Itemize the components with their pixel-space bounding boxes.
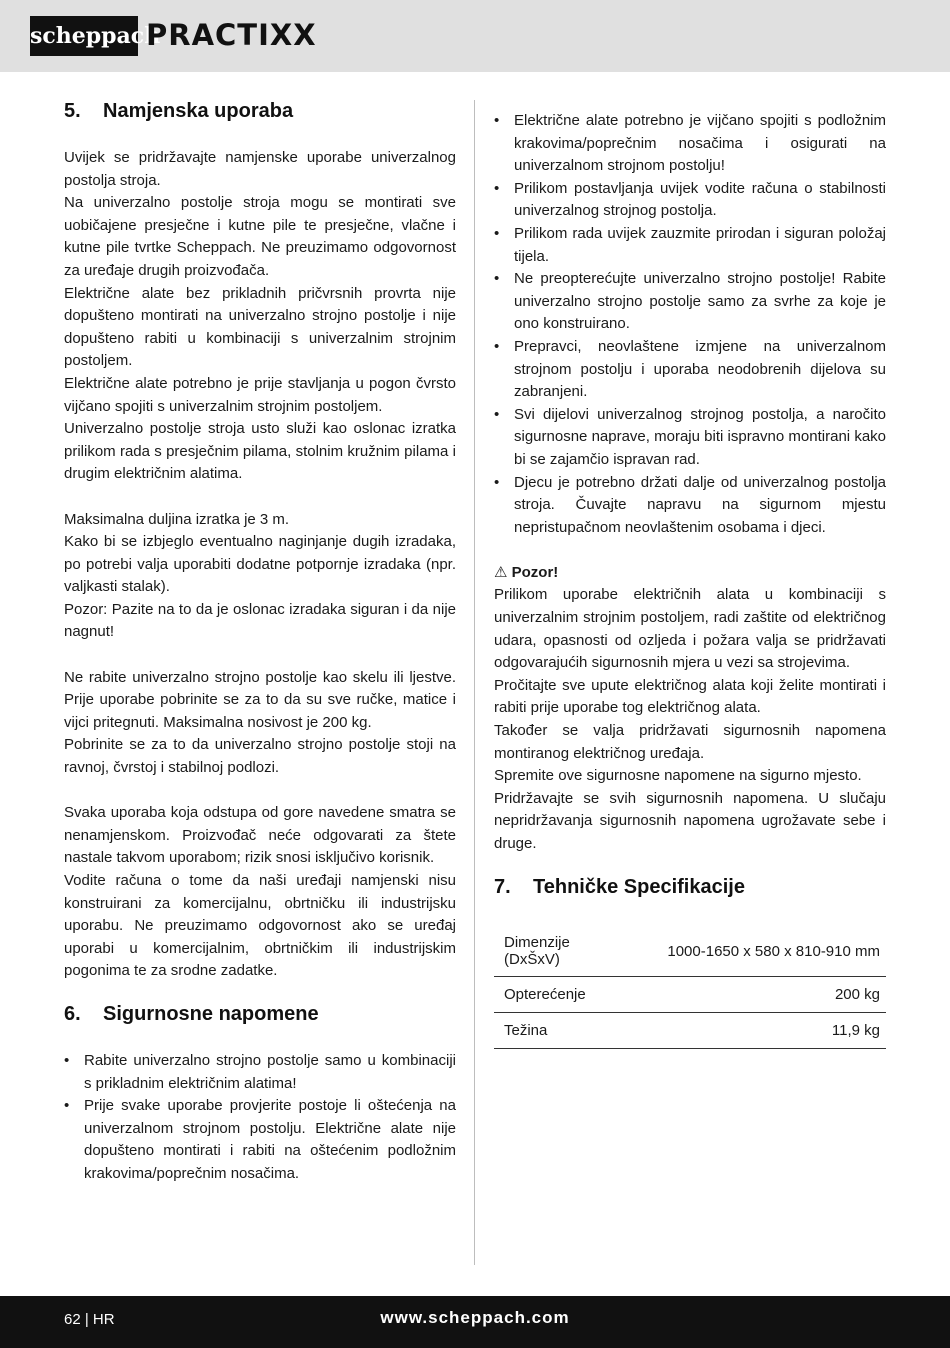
- list-item: • Prije svake uporabe provjerite postoje li oštećenja na univerzalnom strojnom postolju. Električne alate nije dopušteno montirati i rabiti na oštećenim podložnim krakovima/poprečnim nosačima.: [64, 1095, 456, 1185]
- section-7-heading: 7. Tehničke Specifikacije: [494, 875, 745, 898]
- section-5-para-1: Uvijek se pridržavajte namjenske uporabe univerzalnog postolja stroja. Na univerzalno postolje stroja mogu se montirati sve uobičajene presječne i kutne pile te presječne, vlačne i kutne pile tvrtke Scheppach. Ne preuzimamo odgovornost za uređaje drugih proizvođača. Električne alate bez prikladnih pričvrsnih provrta nije dopušteno montirati na univerzalno strojno postolje i nije dopušteno rabiti u kombinaciji s univerzalnim strojnim postoljem. Električne alate potrebno je prije stavljanja u pogon čvrsto vijčano spojiti s univerzalnim strojnim postoljem. Univerzalno postolje stroja usto služi kao oslonac izratka prilikom rada s presječnim pilama, stolnim kružnim pilama i drugim električnim alatima.: [64, 149, 456, 483]
- website-link[interactable]: www.scheppach.com: [380, 1308, 570, 1327]
- list-item: • Djecu je potrebno držati dalje od univerzalnog postolja stroja. Čuvajte napravu na sigurnom mjestu nepristupačnom neovlaštenim osobama i djeci.: [494, 472, 886, 540]
- scheppach-logo: scheppach: [30, 16, 138, 56]
- safety-list-right: [494, 110, 886, 539]
- warning-text: Prilikom uporabe električnih alata u kombinaciji s univerzalnim strojnim postoljem, radi zaštite od električnog udara, opasnosti od ozljeda i požara valja se pridržavati odgovarajućih sigurnosnih mjera u vezi sa strojevima. Pročitajte sve upute električnog alata koji želite montirati i rabiti prije uporabe tog električnog alata. Također se valja pridržavati sigurnosnih napomena montiranog električnog uređaja. Spremite ove sigurnosne napomene na sigurno mjesto. Pridržavajte se svih sigurnosnih napomena. U slučaju nepridržavanja sigurnosnih napomena ugrožavate sebe i druge.: [494, 586, 886, 852]
- page-number: 62 | HR: [64, 1311, 115, 1328]
- table-row: [494, 927, 886, 977]
- list-item: • Prilikom rada uvijek zauzmite prirodan i siguran položaj tijela.: [494, 223, 886, 268]
- table-row: [494, 1013, 886, 1049]
- list-item: • Prilikom postavljanja uvijek vodite računa o stabilnosti univerzalnog strojnog postolja.: [494, 178, 886, 223]
- warning-icon: ⚠: [494, 563, 508, 581]
- column-divider: [474, 100, 475, 1265]
- warning-heading: ⚠ Pozor!: [494, 563, 559, 581]
- spec-value: 1000-1650 x 580 x 810-910 mm: [624, 927, 886, 977]
- page-footer: [0, 1296, 950, 1348]
- list-item: • Svi dijelovi univerzalnog strojnog postolja, a naročito sigurnosne naprave, moraju biti ispravno montirani kako bi se zajamčio ispravan rad.: [494, 404, 886, 472]
- spec-value: 200 kg: [624, 977, 886, 1013]
- section-5-heading: 5. Namjenska uporaba: [64, 100, 294, 122]
- spec-label: Težina: [494, 1013, 624, 1049]
- section-5-para-3: Ne rabite univerzalno strojno postolje kao skelu ili ljestve. Prije uporabe pobrinite se za to da su sve ručke, matice i vijci pritegnuti. Maksimalna nosivost je 200 kg. Pobrinite se za to da univerzalno strojno postolje stoji na ravnoj, čvrstoj i stabilnoj podlozi.: [64, 668, 456, 777]
- list-item: • Prepravci, neovlaštene izmjene na univerzalnom strojnom postolju i uporaba neodobrenih dijelova su zabranjeni.: [494, 336, 886, 404]
- left-column: [64, 100, 456, 1186]
- table-row: [494, 977, 886, 1013]
- safety-list-left: [64, 1050, 456, 1186]
- spec-value: 11,9 kg: [624, 1013, 886, 1049]
- section-5-para-2: Maksimalna duljina izratka je 3 m. Kako bi se izbjeglo eventualno naginjanje dugih izradaka, po potrebi valja uporabiti dodatne potpornje izradaka (npr. valjkasti stalak). Pozor: Pazite na to da je oslonac izradaka siguran i da nije nagnut!: [64, 510, 456, 641]
- page-header: [0, 0, 950, 72]
- list-item: • Ne preopterećujte univerzalno strojno postolje! Rabite univerzalno strojno postolje samo za svrhe za koje je ono konstruirano.: [494, 268, 886, 336]
- spec-label: Opterećenje: [494, 977, 624, 1013]
- list-item: • Rabite univerzalno strojno postolje samo u kombinaciji s prikladnim električnim alatima!: [64, 1050, 456, 1095]
- list-item: • Električne alate potrebno je vijčano spojiti s podložnim krakovima/poprečnim nosačima i osigurati na univerzalnom strojnom postolju!: [494, 110, 886, 178]
- spec-table: [494, 927, 886, 1050]
- practixx-logo: PRACTIXX: [146, 18, 317, 52]
- right-column: [494, 100, 886, 1049]
- section-6-heading: 6. Sigurnosne napomene: [64, 1002, 319, 1025]
- section-5-para-4: Svaka uporaba koja odstupa od gore navedene smatra se nenamjenskom. Proizvođač neće odgovarati za štete nastale takvom uporabom; rizik snosi isključivo korisnik. Vodite računa o tome da naši uređaji namjenski nisu konstruirani za komercijalnu, obrtničku ili industrijsku uporabu. Ne preuzimamo odgovornost ako se uređaj uporabi u komercijalnim, obrtničkim ili industrijskim pogonima te za srodne zadatke.: [64, 804, 456, 980]
- spec-label: Dimenzije (DxŠxV): [494, 927, 624, 977]
